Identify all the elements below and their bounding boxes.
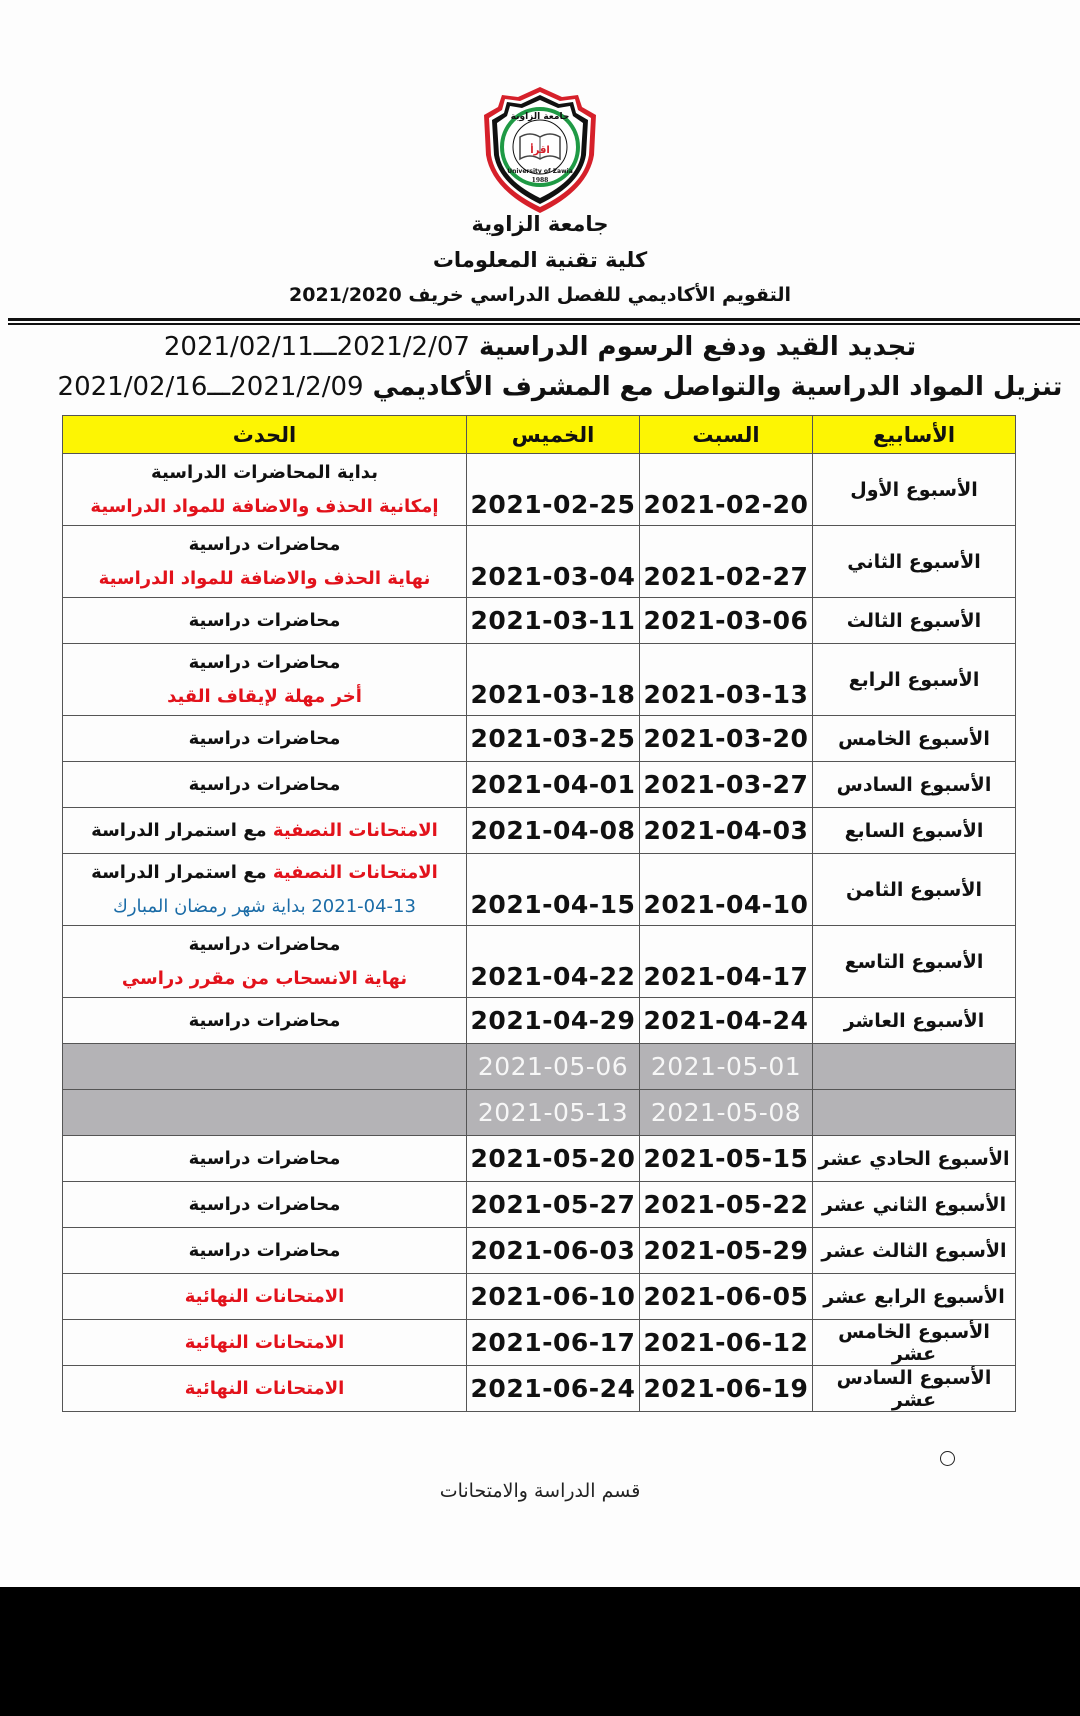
saturday-date-cell: 2021-04-24 bbox=[640, 998, 813, 1044]
thursday-date-cell: 2021-04-29 bbox=[467, 998, 640, 1044]
event-cell bbox=[63, 1274, 467, 1320]
event-text: مع استمرار الدراسة bbox=[91, 819, 273, 841]
event-line: الامتحانات النهائية bbox=[184, 1285, 345, 1307]
event-line bbox=[63, 814, 466, 848]
event-line: محاضرات دراسية bbox=[188, 1239, 341, 1261]
event-line: بداية المحاضرات الدراسية bbox=[151, 461, 378, 483]
notice-separator: ـــ bbox=[313, 332, 337, 362]
column-header-weeks: الأسابيع bbox=[813, 416, 1016, 454]
event-cell bbox=[63, 716, 467, 762]
thursday-date-cell: 2021-06-10 bbox=[467, 1274, 640, 1320]
notice-from-date: 2021/2/07 bbox=[336, 332, 470, 362]
thursday-date-cell: 2021-03-18 bbox=[467, 644, 640, 716]
table-row bbox=[63, 854, 1016, 926]
saturday-date-cell: 2021-06-05 bbox=[640, 1274, 813, 1320]
divider-line bbox=[8, 318, 1080, 321]
event-line: محاضرات دراسية bbox=[188, 1193, 341, 1215]
week-cell bbox=[813, 1044, 1016, 1090]
thursday-date-cell: 2021-04-08 bbox=[467, 808, 640, 854]
thursday-date-cell: 2021-03-04 bbox=[467, 526, 640, 598]
table-row bbox=[63, 1182, 1016, 1228]
table-row bbox=[63, 1366, 1016, 1412]
thursday-date-cell: 2021-04-15 bbox=[467, 854, 640, 926]
saturday-date-cell: 2021-04-10 bbox=[640, 854, 813, 926]
table-row bbox=[63, 526, 1016, 598]
saturday-date-cell: 2021-06-19 bbox=[640, 1366, 813, 1412]
event-line: نهاية الانسحاب من مقرر دراسي bbox=[121, 967, 408, 989]
table-row bbox=[63, 454, 1016, 526]
event-cell bbox=[63, 1136, 467, 1182]
saturday-date-cell: 2021-03-27 bbox=[640, 762, 813, 808]
table-row bbox=[63, 716, 1016, 762]
event-text: الامتحانات النصفية bbox=[272, 861, 438, 883]
table-row bbox=[63, 598, 1016, 644]
event-text: مع استمرار الدراسة bbox=[91, 861, 273, 883]
week-cell: الأسبوع السادس عشر bbox=[813, 1366, 1016, 1412]
notice-from-date: 2021/2/09 bbox=[230, 372, 364, 402]
event-cell bbox=[63, 808, 467, 854]
thursday-date-cell: 2021-04-01 bbox=[467, 762, 640, 808]
thursday-date-cell: 2021-04-22 bbox=[467, 926, 640, 998]
saturday-date-cell: 2021-03-13 bbox=[640, 644, 813, 716]
event-line: محاضرات دراسية bbox=[188, 533, 341, 555]
week-cell bbox=[813, 1090, 1016, 1136]
circle-icon bbox=[940, 1451, 955, 1466]
saturday-date-cell: 2021-02-27 bbox=[640, 526, 813, 598]
thursday-date-cell: 2021-06-17 bbox=[467, 1320, 640, 1366]
week-cell: الأسبوع الحادي عشر bbox=[813, 1136, 1016, 1182]
logo-book-text: اقرأ bbox=[530, 145, 550, 156]
event-line: محاضرات دراسية bbox=[188, 727, 341, 749]
saturday-date-cell: 2021-06-12 bbox=[640, 1320, 813, 1366]
black-band bbox=[0, 1587, 1080, 1716]
saturday-date-cell: 2021-05-15 bbox=[640, 1136, 813, 1182]
event-line: محاضرات دراسية bbox=[188, 1009, 341, 1031]
week-cell: الأسبوع التاسع bbox=[813, 926, 1016, 998]
notice-text: تجديد القيد ودفع الرسوم الدراسية bbox=[478, 332, 917, 362]
event-cell bbox=[63, 1090, 467, 1136]
table-row bbox=[63, 762, 1016, 808]
table-row-break bbox=[63, 1090, 1016, 1136]
event-cell bbox=[63, 644, 467, 716]
event-line: الامتحانات النهائية bbox=[184, 1377, 345, 1399]
saturday-date-cell: 2021-05-22 bbox=[640, 1182, 813, 1228]
event-line: نهاية الحذف والاضافة للمواد الدراسية bbox=[98, 567, 431, 589]
event-text: الامتحانات النصفية bbox=[272, 819, 438, 841]
week-cell: الأسبوع العاشر bbox=[813, 998, 1016, 1044]
table-row bbox=[63, 644, 1016, 716]
event-line: محاضرات دراسية bbox=[188, 651, 341, 673]
event-line: أخر مهلة لإيقاف القيد bbox=[167, 685, 362, 707]
week-cell: الأسبوع الخامس عشر bbox=[813, 1320, 1016, 1366]
week-cell: الأسبوع الأول bbox=[813, 454, 1016, 526]
event-line: إمكانية الحذف والاضافة للمواد الدراسية bbox=[90, 495, 439, 517]
thursday-date-cell: 2021-03-25 bbox=[467, 716, 640, 762]
event-cell bbox=[63, 1228, 467, 1274]
notice-to-date: 2021/02/11 bbox=[163, 332, 314, 362]
week-cell: الأسبوع الثامن bbox=[813, 854, 1016, 926]
logo-year: 1988 bbox=[531, 177, 549, 184]
notice-course-download bbox=[20, 372, 1080, 402]
thursday-date-cell: 2021-02-25 bbox=[467, 454, 640, 526]
thursday-date-cell: 2021-06-03 bbox=[467, 1228, 640, 1274]
saturday-date-cell: 2021-05-29 bbox=[640, 1228, 813, 1274]
college-name: كلية تقنية المعلومات bbox=[432, 248, 648, 272]
event-line: محاضرات دراسية bbox=[188, 609, 341, 631]
event-cell bbox=[63, 1366, 467, 1412]
saturday-date-cell: 2021-03-20 bbox=[640, 716, 813, 762]
column-header-saturday: السبت bbox=[640, 416, 813, 454]
saturday-date-cell: 2021-02-20 bbox=[640, 454, 813, 526]
notice-registration bbox=[0, 332, 1080, 362]
week-cell: الأسبوع السادس bbox=[813, 762, 1016, 808]
event-cell bbox=[63, 926, 467, 998]
event-line: محاضرات دراسية bbox=[188, 1147, 341, 1169]
saturday-date-cell: 2021-05-08 bbox=[640, 1090, 813, 1136]
table-row bbox=[63, 1136, 1016, 1182]
table-row bbox=[63, 1274, 1016, 1320]
calendar-title: التقويم الأكاديمي للفصل الدراسي خريف 2021/2020 bbox=[289, 284, 791, 306]
academic-calendar-table bbox=[62, 415, 1016, 1412]
table-header-row bbox=[63, 416, 1016, 454]
saturday-date-cell: 2021-05-01 bbox=[640, 1044, 813, 1090]
event-cell bbox=[63, 598, 467, 644]
notice-separator: ـــ bbox=[207, 372, 231, 402]
saturday-date-cell: 2021-04-03 bbox=[640, 808, 813, 854]
event-line: محاضرات دراسية bbox=[188, 933, 341, 955]
week-cell: الأسبوع الخامس bbox=[813, 716, 1016, 762]
week-cell: الأسبوع الرابع bbox=[813, 644, 1016, 716]
table-row bbox=[63, 926, 1016, 998]
thursday-date-cell: 2021-05-27 bbox=[467, 1182, 640, 1228]
thursday-date-cell: 2021-05-13 bbox=[467, 1090, 640, 1136]
university-name: جامعة الزاوية bbox=[471, 212, 609, 236]
divider-line bbox=[8, 323, 1080, 325]
thursday-date-cell: 2021-03-11 bbox=[467, 598, 640, 644]
event-cell bbox=[63, 854, 467, 926]
table-row bbox=[63, 1228, 1016, 1274]
university-logo bbox=[478, 85, 602, 215]
event-line: محاضرات دراسية bbox=[188, 773, 341, 795]
event-cell bbox=[63, 1320, 467, 1366]
notice-to-date: 2021/02/16 bbox=[57, 372, 208, 402]
event-cell bbox=[63, 1044, 467, 1090]
event-cell bbox=[63, 998, 467, 1044]
thursday-date-cell: 2021-05-20 bbox=[467, 1136, 640, 1182]
table-row-break bbox=[63, 1044, 1016, 1090]
event-line bbox=[63, 856, 466, 890]
event-line: 2021-04-13 بداية شهر رمضان المبارك bbox=[113, 895, 416, 917]
logo-arabic-text: جامعة الزاوية bbox=[510, 112, 570, 122]
event-cell bbox=[63, 1182, 467, 1228]
department-footer: قسم الدراسة والامتحانات bbox=[439, 1480, 641, 1502]
table-row bbox=[63, 1320, 1016, 1366]
week-cell: الأسبوع الثاني bbox=[813, 526, 1016, 598]
week-cell: الأسبوع الثاني عشر bbox=[813, 1182, 1016, 1228]
thursday-date-cell: 2021-05-06 bbox=[467, 1044, 640, 1090]
event-line: الامتحانات النهائية bbox=[184, 1331, 345, 1353]
event-cell bbox=[63, 454, 467, 526]
saturday-date-cell: 2021-03-06 bbox=[640, 598, 813, 644]
week-cell: الأسبوع الرابع عشر bbox=[813, 1274, 1016, 1320]
thursday-date-cell: 2021-06-24 bbox=[467, 1366, 640, 1412]
saturday-date-cell: 2021-04-17 bbox=[640, 926, 813, 998]
week-cell: الأسبوع الثالث عشر bbox=[813, 1228, 1016, 1274]
week-cell: الأسبوع السابع bbox=[813, 808, 1016, 854]
table-row bbox=[63, 998, 1016, 1044]
logo-english-text: University of Zawia bbox=[507, 168, 573, 175]
table-row bbox=[63, 808, 1016, 854]
column-header-event: الحدث bbox=[63, 416, 467, 454]
event-cell bbox=[63, 526, 467, 598]
event-cell bbox=[63, 762, 467, 808]
column-header-thursday: الخميس bbox=[467, 416, 640, 454]
notice-text: تنزيل المواد الدراسية والتواصل مع المشرف الأكاديمي bbox=[372, 372, 1063, 402]
week-cell: الأسبوع الثالث bbox=[813, 598, 1016, 644]
